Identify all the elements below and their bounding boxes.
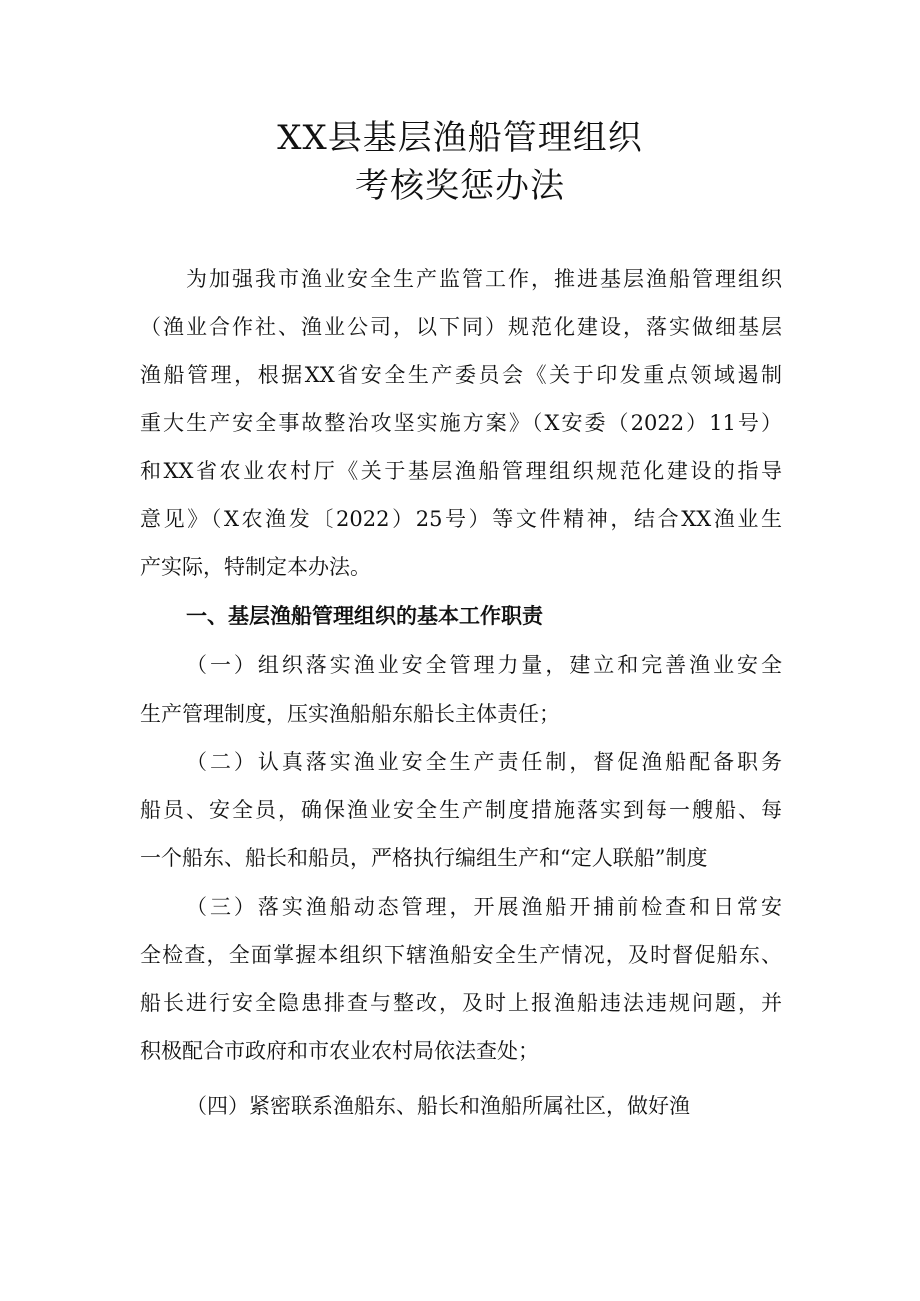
intro-line: 意见》（X农渔发〔2022）25号）等文件精神，结合XX渔业生 (140, 507, 782, 531)
intro-line: （渔业合作社、渔业公司，以下同）规范化建设，落实做细基层 (140, 315, 782, 339)
intro-line: 和XX省农业农村厅《关于基层渔船管理组织规范化建设的指导 (140, 459, 782, 483)
item-line: 积极配合市政府和市农业农村局依法查处； (140, 1039, 539, 1063)
intro-line: 产实际，特制定本办法。 (140, 555, 371, 579)
document-title-line1: XX县基层渔船管理组织 (277, 118, 643, 158)
item-line: （三）落实渔船动态管理，开展渔船开捕前检查和日常安 (186, 895, 782, 919)
intro-line: 渔船管理，根据XX省安全生产委员会《关于印发重点领域遏制 (140, 363, 782, 387)
item-line: 全检查，全面掌握本组织下辖渔船安全生产情况，及时督促船东、 (140, 943, 782, 967)
document-title-line2: 考核奖惩办法 (355, 166, 565, 206)
item-line: （一）组织落实渔业安全管理力量，建立和完善渔业安全 (186, 653, 782, 677)
item-line: 船员、安全员，确保渔业安全生产制度措施落实到每一艘船、每 (140, 798, 782, 822)
intro-line: 为加强我市渔业安全生产监管工作，推进基层渔船管理组织 (186, 267, 782, 291)
item-line: （二）认真落实渔业安全生产责任制，督促渔船配备职务 (186, 750, 782, 774)
section-heading: 一、基层渔船管理组织的基本工作职责 (186, 604, 543, 628)
item-line: 船长进行安全隐患排查与整改，及时上报渔船违法违规问题，并 (140, 991, 782, 1015)
item-line: 生产管理制度，压实渔船船东船长主体责任； (140, 702, 560, 726)
item-line: （四）紧密联系渔船东、船长和渔船所属社区，做好渔 (186, 1094, 690, 1118)
item-line: 一个船东、船长和船员，严格执行编组生产和“定人联船”制度 (140, 846, 708, 870)
intro-line: 重大生产安全事故整治攻坚实施方案》（X安委（2022）11号） (140, 411, 782, 435)
